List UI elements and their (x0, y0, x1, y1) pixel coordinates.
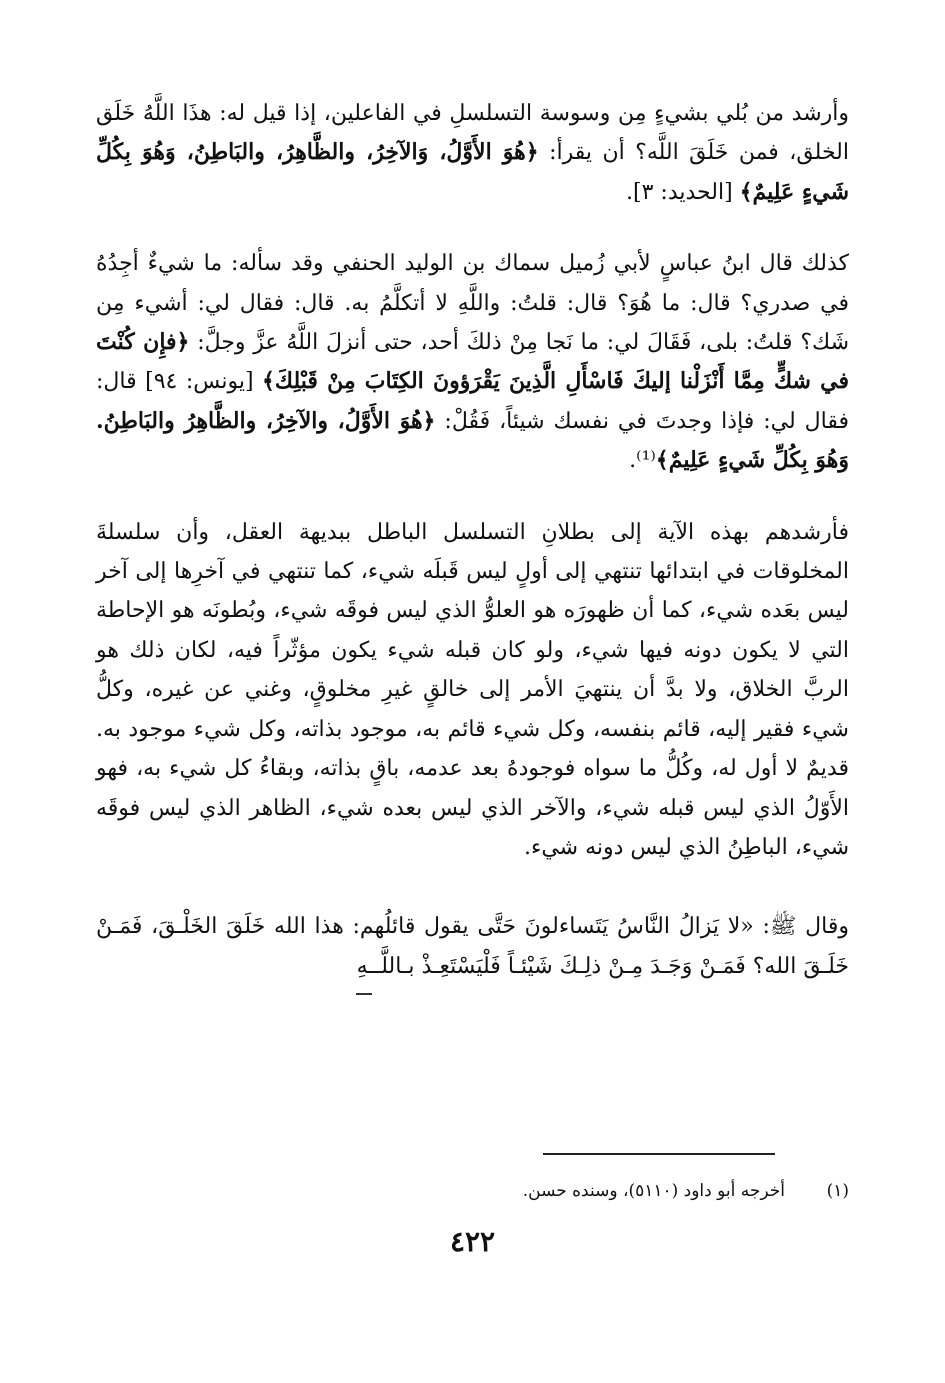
footnote-number: (١) (826, 1181, 849, 1201)
stray-dash-mark (356, 993, 372, 995)
paragraph-1 (96, 94, 849, 212)
footnote-reference: ⁽¹⁾. (629, 448, 656, 474)
paragraph-2 (96, 244, 849, 480)
quran-verse-al-hadid: ﴿هُوَ الأَوَّلُ، وَالآخِرُ، والظَّاهِرُ، والبَاطِنُ، وَهُوَ بِكُلِّ شَيءٍ عَلِيمٌ﴾ (96, 139, 849, 205)
p1-citation: [الحديد: ٣]. (626, 179, 740, 205)
p2-text-2: [يونس: ٩٤] قال: فقال لي: فإذا وجدتَ في نفسك شيئاً، فَقُلْ: (96, 369, 849, 434)
hadith-text: وقال ﷺ: «لا يَزالُ النَّاسُ يَتَساءلونَ حَتَّى يقول قائلُهم: هذا الله خَلَقَ الخَلْـقَ، فَمَـنْ خَلَـقَ الله؟ فَمَـنْ وَجَـدَ مِـنْ ذلِـكَ شَيْئـاً فَلْيَسْتَعِـذْ بـاللَّــهِ (96, 914, 849, 979)
p1-text-1: وأرشد من بُلي بشيءٍ مِن وسوسة التسلسلِ في الفاعلين، إذا قيل له: هذَا اللَّهُ خَلَق الخلق، فمن خَلَقَ اللَّه؟ أن يقرأ: (96, 101, 849, 166)
footnote-divider (543, 1153, 775, 1155)
quran-verse-huwa-al-awwal: ﴿هُوَ الأَوَّلُ، والآخِرُ، والظَّاهِرُ والبَاطِنُ. وَهُوَ بِكُلِّ شَيءٍ عَلِيمٌ﴾ (96, 407, 849, 474)
paragraph-4 (96, 907, 849, 986)
quran-verse-yunus: ﴿فإِن كُنْتَ في شكٍّ مِمَّا أَنْزَلْنا إليكَ فَاسْأَلِ الَّذِينَ يَقْرَؤونَ الكِتَابَ مِنْ قَبْلِكَ﴾ (96, 329, 850, 395)
page-number: ٤٢٢ (449, 1225, 496, 1258)
footnote-text: أخرجه أبو داود (٥١١٠)، وسنده حسن. (522, 1181, 785, 1201)
p2-text-1: كذلك قال ابنُ عباسٍ لأبي زُميل سماك بن الوليد الحنفي وقد سأله: ما شيءٌ أجِدُهُ في صدري؟ قال: ما هُوَ؟ قال: قلتُ: واللَّهِ لا أتكلَّمُ به. قال: فقال لي: أشيء مِن شَك؟ قلتُ: بلى، فَقَالَ لي: ما نَجا مِنْ ذلكَ أحد، حتى أنزلَ اللَّهُ عزَّ وجلَّ: (96, 251, 849, 356)
paragraph-3 (96, 513, 849, 868)
p3-text: فأرشدهم بهذه الآية إلى بطلانِ التسلسل الباطل ببديهة العقل، وأن سلسلةَ المخلوقات في ابتدائها تنتهي إلى أولٍ ليس قَبلَه شيء، كما تنتهي في آخرِها إلى آخر ليس بعَده شيء، كما أن ظهورَه هو العلوُّ الذي ليس فوقَه شيء، وبُطونَه هو الإحاطة التي لا يكون دونه فيها شيء، ولو كان قبله شيء يكون مؤثّراً فيه، لكان ذلك هو الربَّ الخلاق، ولا بدَّ أن ينتهيَ الأمر إلى خالقٍ غيرِ مخلوقٍ، وغني عن غيره، وكلُّ شيء فقير إليه، قائم بنفسه، وكل شيء قائم به، موجود بذاته، وكل شيء موجود به. قديمٌ لا أول له، وكُلُّ ما سواه فوجودهُ بعد عدمه، باقٍ بذاته، وبقاءُ كل شيء به، فهو الأَوّلُ الذي ليس قبله شيء، والآخر الذي ليس بعده شيء، الظاهر الذي ليس فوقَه شيء، الباطِنُ الذي ليس دونه شيء. (96, 519, 849, 860)
